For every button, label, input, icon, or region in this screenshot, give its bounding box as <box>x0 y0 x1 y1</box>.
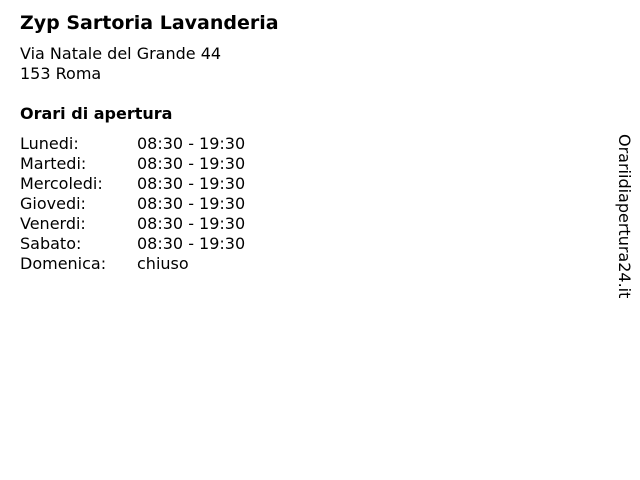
opening-hours-table <box>20 134 245 274</box>
business-name: Zyp Sartoria Lavanderia <box>20 12 279 34</box>
hours-row-friday <box>20 214 245 234</box>
day-label: Lunedi: <box>20 134 79 153</box>
hours-row-thursday <box>20 194 245 214</box>
hours-row-wednesday <box>20 174 245 194</box>
hours-row-sunday <box>20 254 245 274</box>
hours-row-tuesday <box>20 154 245 174</box>
day-hours: 08:30 - 19:30 <box>137 134 246 153</box>
day-label: Mercoledi: <box>20 174 103 193</box>
day-label: Domenica: <box>20 254 107 273</box>
day-hours: chiuso <box>137 254 189 273</box>
day-hours: 08:30 - 19:30 <box>137 154 246 173</box>
day-hours: 08:30 - 19:30 <box>137 194 246 213</box>
day-hours: 08:30 - 19:30 <box>137 234 246 253</box>
day-hours: 08:30 - 19:30 <box>137 214 246 233</box>
day-label: Sabato: <box>20 234 82 253</box>
day-label: Giovedi: <box>20 194 86 213</box>
site-watermark: Orariidiapertura24.it <box>615 134 634 299</box>
address-city: 153 Roma <box>20 64 102 83</box>
hours-row-saturday <box>20 234 245 254</box>
business-address <box>20 44 221 84</box>
day-label: Martedi: <box>20 154 87 173</box>
hours-row-monday <box>20 134 245 154</box>
day-label: Venerdi: <box>20 214 86 233</box>
opening-hours-heading: Orari di apertura <box>20 104 173 123</box>
address-street: Via Natale del Grande 44 <box>20 44 222 63</box>
day-hours: 08:30 - 19:30 <box>137 174 246 193</box>
